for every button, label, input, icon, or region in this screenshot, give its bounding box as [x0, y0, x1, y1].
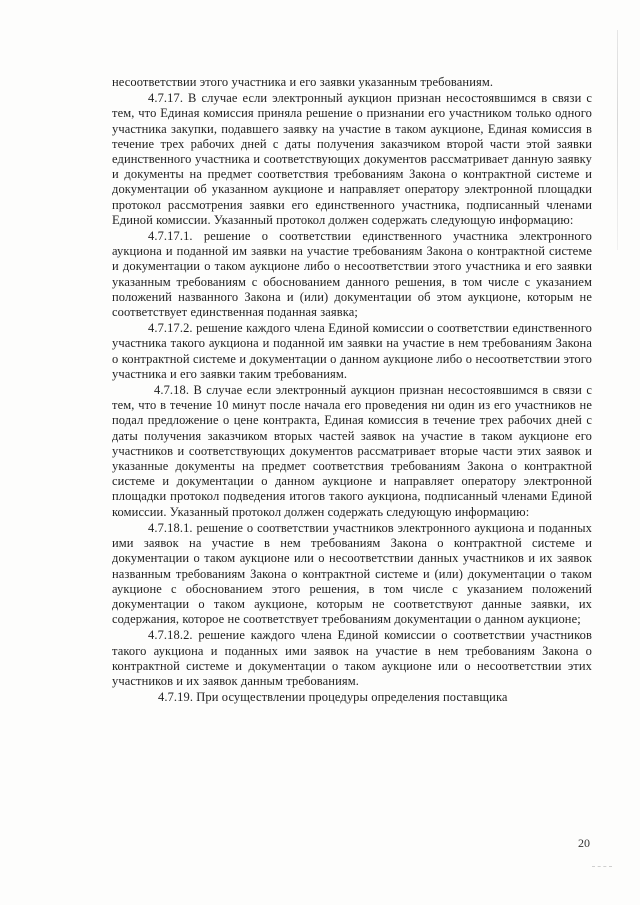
paragraph-4-7-19: 4.7.19. При осуществлении процедуры определения поставщика	[158, 690, 508, 705]
paragraph-4-7-17: 4.7.17. В случае если электронный аукцион признан несостоявшимся в связи с тем, что Единая комиссия приняла решение о признании его участником только одного участника закупки, подавшего заявку на участие в таком аукционе, Единая комиссия в течение трех рабочих дней с даты получения заказчиком второй части этой заявки единственного участника и соответствующих документов рассматривает данную заявку и документы на предмет соответствия требованиям Закона о контрактной системе и документации об указанном аукционе и направляет оператору электронной площадки протокол рассмотрения заявки его единственного участника, подписанный членами Единой комиссии. Указанный протокол должен содержать следующую информацию:	[112, 91, 592, 227]
paragraph-4-7-18-1: 4.7.18.1. решение о соответствии участников электронного аукциона и поданных ими заявок на участие в нем требованиям Закона о контрактной системе и документации о таком аукционе или о несоответствии данных участников и их заявок названным требованиям Закона о контрактной системе и (или) документации о таком аукционе с обоснованием этого решения, в том числе с указанием положений документации о таком аукционе, которым не соответствуют данные заявки, их содержания, которое не соответствует требованиям документации о данном аукционе;	[112, 520, 592, 627]
page-number: 20	[578, 836, 590, 850]
paragraph-4-7-17-2: 4.7.17.2. решение каждого члена Единой комиссии о соответствии единственного участника такого аукциона и поданной им заявки на участие в нем требованиям Закона о контрактной системе и документации о данном аукционе либо о несоответствии этого участника и его заявки таким требованиям.	[112, 321, 592, 381]
scan-edge-mark-bottom	[592, 866, 612, 868]
scan-edge-mark	[617, 30, 618, 250]
document-body	[112, 75, 592, 706]
paragraph-continuation: несоответствии этого участника и его заявки указанным требованиям.	[112, 75, 494, 89]
paragraph-4-7-18: 4.7.18. В случае если электронный аукцион признан несостоявшимся в связи с тем, что в течение 10 минут после начала его проведения ни один из его участников не подал предложение о цене контракта, Единая комиссия в течение трех рабочих дней с даты получения заказчиком вторых частей заявок на участие в таком аукционе его участников и соответствующих документов рассматривает вторые части этих заявок и указанные документы на предмет соответствия требованиям Закона о контрактной системе и документации о данном аукционе и направляет оператору электронной площадки протокол подведения итогов такого аукциона, подписанный членами Единой комиссии. Указанный протокол должен содержать следующую информацию:	[112, 383, 592, 519]
paragraph-4-7-18-2: 4.7.18.2. решение каждого члена Единой комиссии о соответствии участников такого аукциона и поданных ими заявок на участие в нем требованиям Закона о контрактной системе и документации о таком аукционе или о несоответствии этих участников и их заявок данным требованиям.	[112, 628, 592, 688]
paragraph-4-7-17-1: 4.7.17.1. решение о соответствии единственного участника электронного аукциона и поданной им заявки на участие требованиям Закона о контрактной системе и документации о таком аукционе либо о несоответствии этого участника и его заявки указанным требованиям с обоснованием данного решения, в том числе с указанием положений названного Закона и (или) документации об этом аукционе, которым не соответствует единственная поданная заявка;	[112, 229, 592, 320]
